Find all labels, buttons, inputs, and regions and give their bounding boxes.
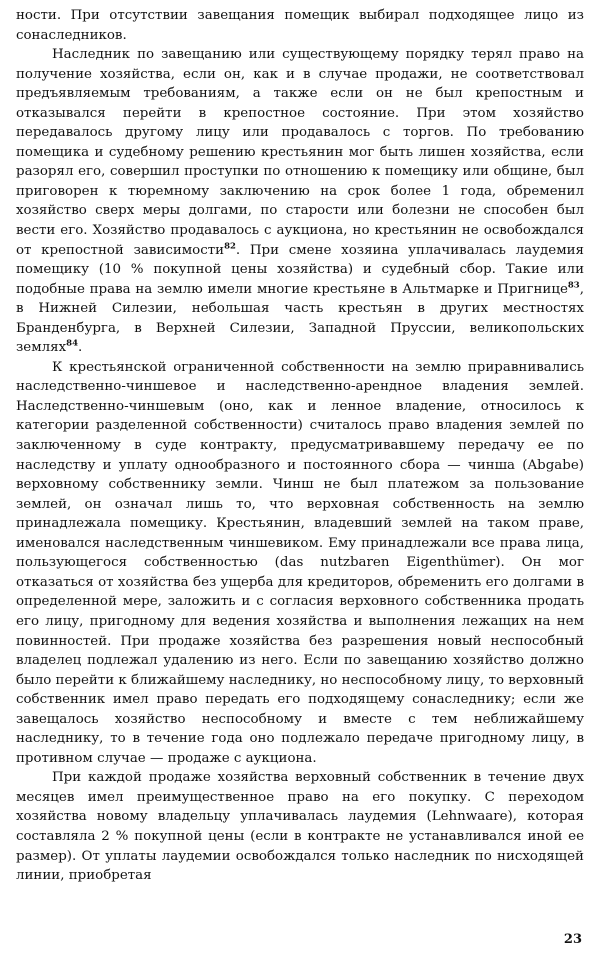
page-number: 23 [563, 932, 582, 947]
text-segment: ности. При отсутствии завещания помещик выбирал подходящее лицо из сонаследников. [16, 8, 584, 43]
paragraph [16, 6, 584, 45]
paragraph [16, 358, 584, 768]
text-segment: , в Нижней Силезии, небольшая часть крестьян в других местностях Бранденбурга, в Верхней Силезии, Западной Пруссии, великопольских землях [16, 281, 584, 356]
paragraph [16, 768, 584, 885]
text-segment: Наследник по завещанию или существующему порядку терял право на получение хозяйства, если он, как и в случае продажи, не соответствовал предъявляемым требованиям, а также если он не был крепостным и отказывался перейти в крепостное состояние. При этом хозяйство передавалось другому лицу или продавалось с торгов. По требованию помещика и судебному решению крестьянин мог быть лишен хозяйства, если разорял его, совершил проступки по отношению к помещику или общине, был приговорен к тюремному заключению на срок более 1 года, обременил хозяйство сверх меры долгами, по старости или болезни не способен был вести его. Хозяйство продавалось с аукциона, но крестьянин не освобождался от крепостной зависимости [16, 47, 584, 258]
text-segment: При каждой продаже хозяйства верховный собственник в течение двух месяцев имел преимущественное право на его покупку. С переходом хозяйства новому владельцу уплачивалась лаудемия (Lehnwaare), которая составляла 2 % покупной цены (если в контракте не устанавливался иной ее размер). От уплаты лаудемии освобождался только наследник по нисходящей линии, приобретая [16, 770, 584, 884]
footnote-marker: 84 [66, 338, 78, 349]
page-text-body [16, 6, 584, 886]
paragraph [16, 45, 584, 358]
footnote-marker: 82 [224, 241, 236, 252]
text-segment: . [78, 340, 83, 356]
footnote-marker: 83 [567, 280, 580, 291]
text-segment: К крестьянской ограниченной собственности на землю приравнивались наследственно-чиншевое и наследственно-арендное владения землей. Наследственно-чиншевым (оно, как и ленное владение, относилось к категории разделенной собственности) считалось право владения землей по заключенному в суде контракту, предусматривавшему передачу ее по наследству и уплату однообразного и постоянного сбора — чинша (Abgabe) верховному собственнику земли. Чинш не был платежом за пользование землей, он означал лишь то, что верховная собственность на землю принадлежала помещику. Крестьянин, владевший землей на таком праве, именовался наследственным чиншевиком. Ему принадлежали все права лица, пользующегося собственностью (das nutzbaren Eigenthümer). Он мог отказаться от хозяйства без ущерба для кредиторов, обременить его долгами в определенной мере, заложить и с согласия верховного собственника продать его лицу, пригодному для ведения хозяйства и выполнения лежащих на нем повинностей. При продаже хозяйства без разрешения новый неспособный владелец подлежал удалению из него. Если по завещанию хозяйство должно было перейти к ближайшему наследнику, но неспособному лицу, то верховный собственник имел право передать его подходящему сонаследнику; если же завещалось хозяйство неспособному и вместе с тем неближайшему наследнику, то в течение года оно подлежало передаче пригодному лицу, в противном случае — продаже с аукциона. [16, 359, 584, 766]
text-segment: . При смене хозяина уплачивалась лаудемия помещику (10 % покупной цены хозяйства) и судебный сбор. Такие или подобные права на землю имели многие крестьяне в Альтмарке и Пригнице [16, 242, 584, 297]
